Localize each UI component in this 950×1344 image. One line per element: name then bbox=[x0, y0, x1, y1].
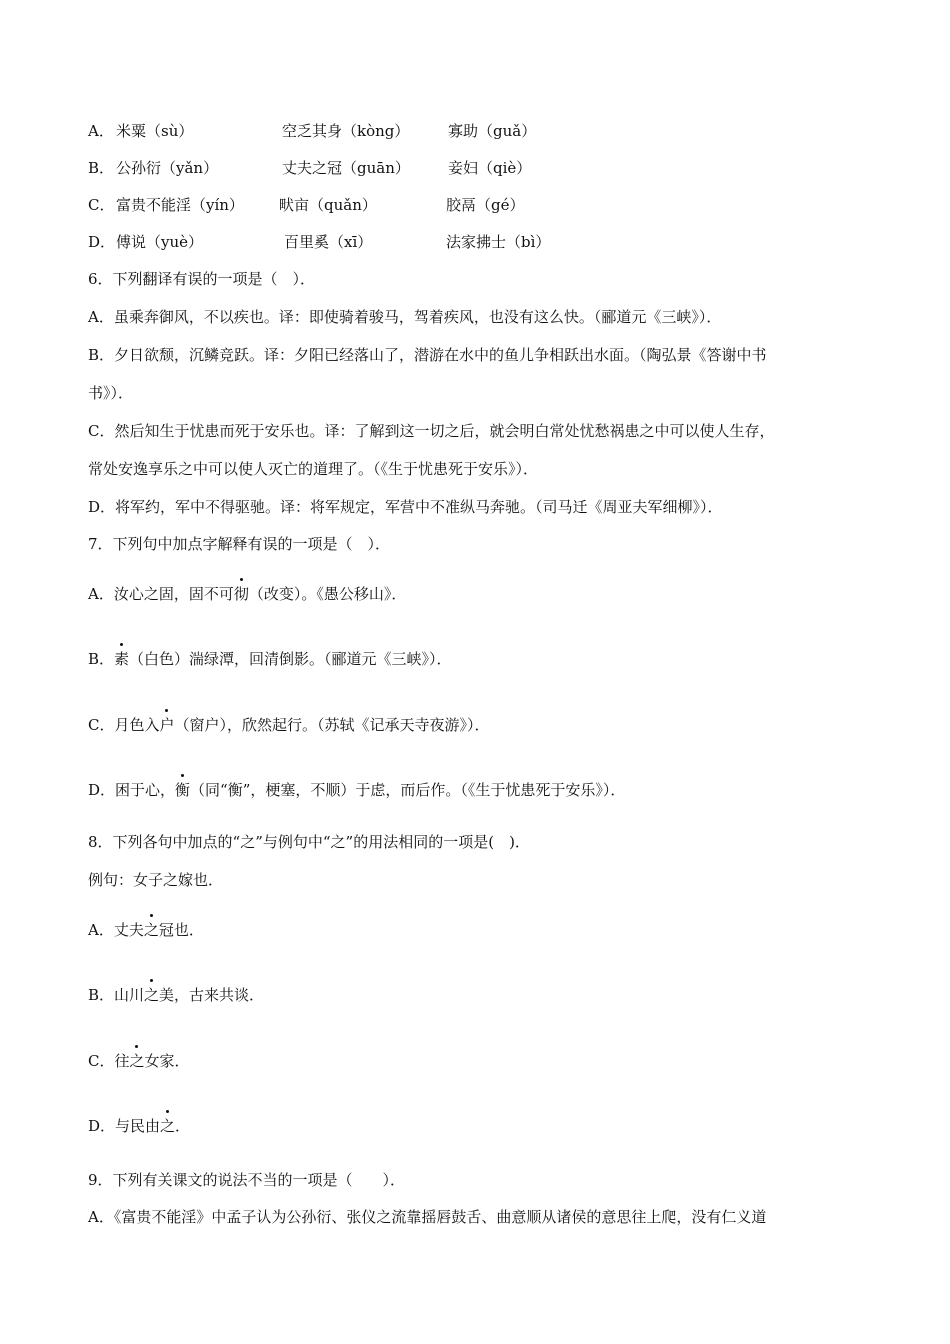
text: （白色）湍绿潭，回清倒影。（郦道元《三峡》）． bbox=[129, 650, 452, 668]
text: D．与民由 bbox=[88, 1117, 161, 1135]
option-item-1: 傅说（yuè） bbox=[116, 233, 204, 251]
dotted-char: 之 bbox=[143, 921, 159, 939]
q7-option-b bbox=[88, 649, 452, 669]
text: C．月色入 bbox=[88, 716, 160, 734]
q8-option-b bbox=[88, 985, 264, 1005]
text: （改变）。《愚公移山》． bbox=[248, 585, 407, 603]
text: 美，古来共谈． bbox=[159, 986, 265, 1004]
text: （同“衡”，梗塞，不顺）于虑，而后作。（《生于忧患死于安乐》）． bbox=[190, 781, 626, 799]
option-item-2: 百里奚（xī） bbox=[284, 233, 373, 251]
q8-option-a bbox=[88, 920, 204, 940]
option-item-1: 米粟（sù） bbox=[116, 122, 194, 140]
text: 冠也． bbox=[158, 921, 204, 939]
option-label: B． bbox=[88, 159, 115, 177]
dotted-char: 之 bbox=[129, 1052, 145, 1070]
dotted-char: 户 bbox=[159, 716, 175, 734]
option-item-2: 丈夫之冠（guān） bbox=[282, 159, 410, 177]
option-item-1: 富贵不能淫（yín） bbox=[116, 196, 244, 214]
q6-option-c-line2: 常处安逸享乐之中可以使人灭亡的道理了。（《生于忧患死于安乐》）． bbox=[88, 460, 539, 478]
option-item-3: 寡助（guǎ） bbox=[448, 122, 537, 140]
option-item-3: 法家拂士（bì） bbox=[446, 233, 551, 251]
q9-stem: 9．下列有关课文的说法不当的一项是（ ）． bbox=[88, 1171, 406, 1189]
text: C．往 bbox=[88, 1052, 130, 1070]
q6-option-b-line1: B．夕日欲颓，沉鳞竞跃。译：夕阳已经落山了，潜游在水中的鱼儿争相跃出水面。（陶弘景《答谢中书 bbox=[88, 346, 767, 364]
text: B．山川 bbox=[88, 986, 145, 1004]
text: 女家． bbox=[144, 1052, 190, 1070]
q6-option-c-line1: C．然后知生于忧患而死于安乐也。译：了解到这一切之后，就会明白常处忧愁祸患之中可以使人生存， bbox=[88, 422, 775, 440]
q8-option-c bbox=[88, 1051, 190, 1071]
option-label: A． bbox=[88, 122, 114, 140]
text: （窗户），欣然起行。（苏轼《记承天寺夜游》）． bbox=[174, 716, 490, 734]
text: B． bbox=[88, 650, 115, 668]
q6-option-a: A．虽乘奔御风，不以疾也。译：即使骑着骏马，驾着疾风，也没有这么快。（郦道元《三峡》）． bbox=[88, 308, 722, 326]
q8-option-d bbox=[88, 1116, 190, 1136]
q7-option-d bbox=[88, 780, 625, 800]
q9-option-a: A．《富贵不能淫》中孟子认为公孙衍、张仪之流靠摇唇鼓舌、曲意顺从诸侯的意思往上爬，没有仁义道 bbox=[88, 1208, 767, 1226]
option-item-3: 妾妇（qiè） bbox=[448, 159, 532, 177]
dotted-char: 素 bbox=[114, 650, 130, 668]
dotted-char: 之 bbox=[144, 986, 160, 1004]
text: ． bbox=[175, 1117, 191, 1135]
q6-option-d: D．将军约，军中不得驱驰。译：将军规定，军营中不准纵马奔驰。（司马迁《周亚夫军细柳》）． bbox=[88, 498, 723, 516]
dotted-char: 之 bbox=[160, 1117, 176, 1135]
option-item-2: 空乏其身（kòng） bbox=[282, 122, 410, 140]
text: A．汝心之固，固不可 bbox=[88, 585, 234, 603]
q8-stem: 8．下列各句中加点的“之”与例句中“之”的用法相同的一项是( )． bbox=[88, 833, 530, 851]
text: D．困于心， bbox=[88, 781, 176, 799]
option-item-1: 公孙衍（yǎn） bbox=[116, 159, 219, 177]
option-item-3: 胶鬲（gé） bbox=[446, 196, 525, 214]
text: A．丈夫 bbox=[88, 921, 144, 939]
option-label: C． bbox=[88, 196, 115, 214]
q7-option-a bbox=[88, 584, 406, 604]
q8-example: 例句：女子之嫁也． bbox=[88, 871, 224, 889]
option-label: D． bbox=[88, 233, 116, 251]
dotted-char: 衡 bbox=[175, 781, 191, 799]
q7-stem: 7．下列句中加点字解释有误的一项是（ ）． bbox=[88, 535, 391, 553]
q7-option-c bbox=[88, 715, 490, 735]
q6-stem: 6．下列翻译有误的一项是（ ）． bbox=[88, 270, 316, 288]
dotted-char: 彻 bbox=[233, 585, 249, 603]
option-item-2: 畎亩（quǎn） bbox=[279, 196, 377, 214]
q6-option-b-line2: 书》）． bbox=[88, 384, 134, 402]
